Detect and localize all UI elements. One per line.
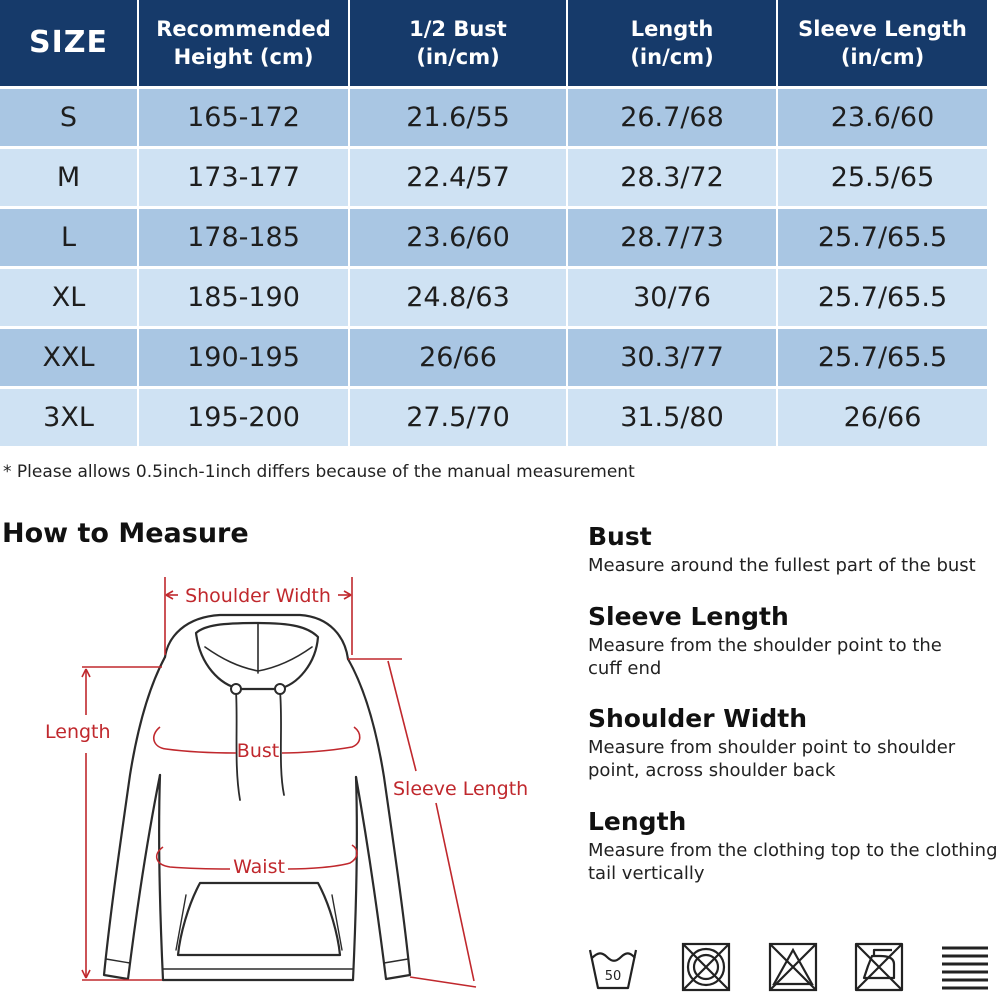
hoodie-body-left — [159, 775, 163, 980]
cell-height: 173-177 — [138, 148, 349, 208]
table-row — [0, 208, 987, 268]
instruction-text: Measure from the shoulder point to the cuff end — [588, 635, 942, 679]
header-height: Recommended Height (cm) — [138, 0, 349, 88]
cell-bust: 22.4/57 — [349, 148, 567, 208]
cell-size: XL — [0, 268, 138, 328]
hoodie-hood-outline — [165, 615, 348, 659]
cell-size: 3XL — [0, 388, 138, 447]
cell-height: 178-185 — [138, 208, 349, 268]
cell-height: 190-195 — [138, 328, 349, 388]
instruction-shoulder-width — [588, 704, 1000, 782]
instruction-title: Length — [588, 807, 687, 836]
cell-length: 30.3/77 — [567, 328, 777, 388]
header-size: SIZE — [0, 0, 138, 88]
how-to-measure-title: How to Measure — [2, 518, 249, 549]
instruction-title: Bust — [588, 522, 652, 551]
instruction-bust — [588, 522, 1000, 577]
do-not-iron-icon — [852, 940, 906, 994]
cell-size: XXL — [0, 328, 138, 388]
cell-bust: 26/66 — [349, 328, 567, 388]
cell-sleeve-length: 23.6/60 — [777, 88, 987, 148]
instruction-sleeve-length — [588, 602, 1000, 680]
cell-size: M — [0, 148, 138, 208]
cell-length: 26.7/68 — [567, 88, 777, 148]
label-bust: Bust — [236, 740, 280, 762]
cell-sleeve-length: 25.7/65.5 — [777, 328, 987, 388]
cell-size: L — [0, 208, 138, 268]
cell-length: 31.5/80 — [567, 388, 777, 447]
instruction-title: Sleeve Length — [588, 602, 789, 631]
instruction-title: Shoulder Width — [588, 704, 808, 733]
do-not-tumble-dry-icon — [679, 940, 733, 994]
hoodie-left-sleeve — [104, 657, 165, 979]
label-length: Length — [45, 721, 111, 743]
cell-bust: 21.6/55 — [349, 88, 567, 148]
cell-height: 185-190 — [138, 268, 349, 328]
instruction-text: Measure from the clothing top to the clothing tail vertically — [588, 840, 998, 884]
wash-temperature: 50 — [604, 969, 622, 984]
table-header-row — [0, 0, 987, 88]
cell-sleeve-length: 25.5/65 — [777, 148, 987, 208]
hoodie-body-right — [353, 777, 357, 980]
label-waist: Waist — [233, 856, 285, 878]
waist-measure-line — [157, 847, 230, 869]
instruction-text: Measure around the fullest part of the bust — [588, 555, 976, 576]
header-length: Length (in/cm) — [567, 0, 777, 88]
wash-50-icon — [586, 940, 640, 994]
table-row — [0, 148, 987, 208]
instruction-length — [588, 807, 1000, 885]
cell-sleeve-length: 25.7/65.5 — [777, 268, 987, 328]
hoodie-pocket — [178, 883, 340, 955]
cell-bust: 27.5/70 — [349, 388, 567, 447]
bust-measure-line — [154, 727, 236, 753]
instruction-text: Measure from shoulder point to shoulder point, across shoulder back — [588, 737, 956, 781]
hoodie-hood-opening — [196, 623, 318, 689]
do-not-bleach-icon — [766, 940, 820, 994]
cell-bust: 23.6/60 — [349, 208, 567, 268]
cell-length: 28.7/73 — [567, 208, 777, 268]
cell-height: 195-200 — [138, 388, 349, 447]
table-row — [0, 88, 987, 148]
table-row — [0, 268, 987, 328]
hoodie-drawstring-right — [280, 691, 284, 795]
dry-flat-icon — [938, 940, 992, 994]
header-sleeve-length: Sleeve Length (in/cm) — [777, 0, 987, 88]
table-row — [0, 328, 987, 388]
size-chart-table — [0, 0, 987, 446]
cell-length: 28.3/72 — [567, 148, 777, 208]
label-shoulder-width: Shoulder Width — [185, 585, 331, 607]
hoodie-measure-diagram — [0, 555, 560, 1000]
cell-sleeve-length: 25.7/65.5 — [777, 208, 987, 268]
cell-length: 30/76 — [567, 268, 777, 328]
cell-sleeve-length: 26/66 — [777, 388, 987, 447]
cell-size: S — [0, 88, 138, 148]
cell-bust: 24.8/63 — [349, 268, 567, 328]
measurement-note: * Please allows 0.5inch-1inch differs because of the manual measurement — [3, 462, 635, 482]
table-row — [0, 388, 987, 447]
label-sleeve-length: Sleeve Length — [393, 778, 529, 800]
header-bust: 1/2 Bust (in/cm) — [349, 0, 567, 88]
cell-height: 165-172 — [138, 88, 349, 148]
